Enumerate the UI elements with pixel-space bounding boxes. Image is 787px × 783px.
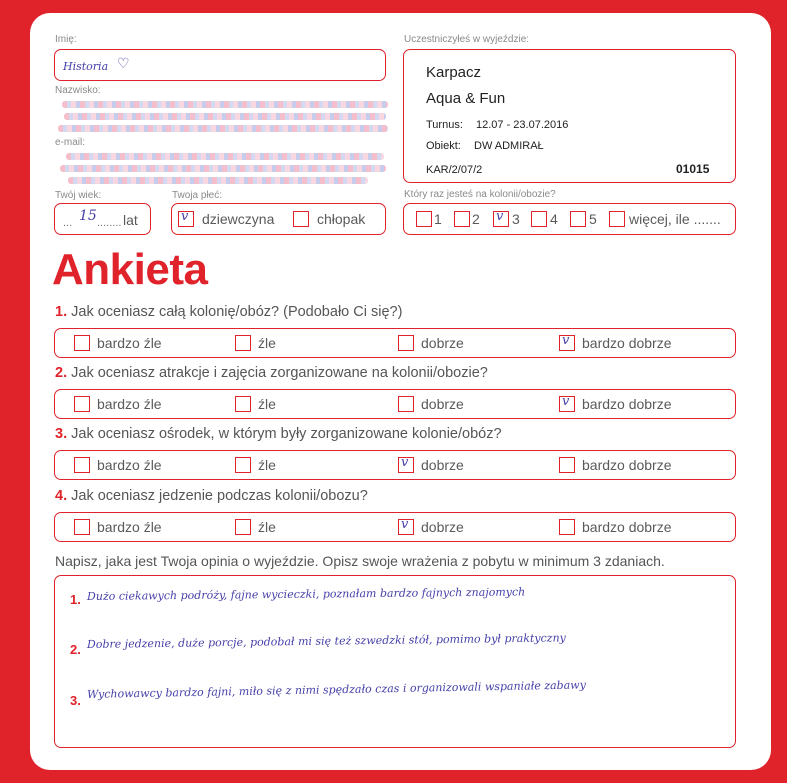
answer-tick: v: [401, 517, 409, 532]
gender-male-label: chłopak: [317, 211, 366, 227]
opinion-number-2: 2.: [70, 642, 81, 657]
question-4-option-1-checkbox[interactable]: [74, 519, 90, 535]
answer-tick: v: [562, 394, 570, 409]
opinion-text-1: Dużo ciekawych podróży, fajne wycieczki, poznałam bardzo fajnych znajomych: [86, 585, 526, 603]
times-5-label: 5: [589, 211, 597, 227]
redacted-email-line-1: [66, 153, 384, 160]
question-2-option-3-label: dobrze: [421, 396, 464, 412]
age-label: Twój wiek:: [55, 190, 102, 201]
question-number: 3.: [55, 426, 68, 442]
question-4-option-1-label: bardzo źle: [97, 519, 162, 535]
question-1: [55, 304, 402, 320]
trip-object-value: DW ADMIRAŁ: [474, 140, 544, 152]
question-1-option-1-label: bardzo źle: [97, 335, 162, 351]
question-number: 4.: [55, 488, 68, 504]
question-2: [55, 365, 488, 381]
times-2-checkbox[interactable]: [454, 211, 470, 227]
question-text: Jak oceniasz całą kolonię/obóz? (Podobało Ci się?): [71, 304, 403, 320]
age-unit: lat: [123, 212, 138, 228]
question-2-option-1-label: bardzo źle: [97, 396, 162, 412]
question-1-option-2-checkbox[interactable]: [235, 335, 251, 351]
question-text: Jak oceniasz atrakcje i zajęcia zorganizowane na kolonii/obozie?: [71, 365, 488, 381]
name-value: Historia: [63, 60, 109, 73]
question-2-option-4-label: bardzo dobrze: [582, 396, 672, 412]
opinion-box[interactable]: [54, 575, 736, 748]
redacted-surname-line-1: [62, 101, 388, 108]
times-2-label: 2: [472, 211, 480, 227]
question-1-option-3-label: dobrze: [421, 335, 464, 351]
surname-label: Nazwisko:: [55, 85, 101, 96]
trip-number: 01015: [676, 162, 710, 176]
question-2-option-1-checkbox[interactable]: [74, 396, 90, 412]
opinion-prompt: Napisz, jaka jest Twoja opinia o wyjeździe. Opisz swoje wrażenia z pobytu w minimum 3 zdaniach.: [55, 553, 665, 569]
survey-title: Ankieta: [52, 245, 208, 294]
trip-term-value: 12.07 - 23.07.2016: [476, 119, 569, 131]
question-3-option-3-label: dobrze: [421, 457, 464, 473]
gender-label: Twoja płeć:: [172, 190, 223, 201]
trip-program: Aqua & Fun: [426, 90, 506, 107]
question-text: Jak oceniasz jedzenie podczas kolonii/obozu?: [71, 488, 368, 504]
question-3-option-4-label: bardzo dobrze: [582, 457, 672, 473]
gender-female-label: dziewczyna: [202, 211, 275, 227]
question-number: 1.: [55, 304, 68, 320]
question-1-option-1-checkbox[interactable]: [74, 335, 90, 351]
question-1-option-3-checkbox[interactable]: [398, 335, 414, 351]
times-3-tick: v: [496, 209, 504, 224]
question-2-options: [54, 389, 736, 419]
times-1-label: 1: [434, 211, 442, 227]
question-4-options: [54, 512, 736, 542]
times-5-checkbox[interactable]: [570, 211, 586, 227]
question-1-option-4-checkbox[interactable]: [559, 335, 575, 351]
question-4-option-2-label: źle: [258, 519, 276, 535]
age-field[interactable]: [54, 203, 151, 235]
times-3-checkbox[interactable]: [493, 211, 509, 227]
question-4: [55, 488, 368, 504]
opinion-text-3: Wychowawcy bardzo fajni, miło się z nimi spędzało czas i organizowali wspaniałe zabawy: [86, 678, 586, 701]
question-2-option-2-label: źle: [258, 396, 276, 412]
opinion-text-2: Dobre jedzenie, duże porcje, podobał mi się też szwedzki stół, pomimo był praktyczny: [86, 631, 566, 651]
name-field[interactable]: [54, 49, 386, 81]
opinion-number-1: 1.: [70, 592, 81, 607]
question-4-option-2-checkbox[interactable]: [235, 519, 251, 535]
name-label: Imię:: [55, 34, 77, 45]
opinion-number-3: 3.: [70, 693, 81, 708]
trip-object-label: Obiekt:: [426, 140, 461, 152]
question-3-option-2-checkbox[interactable]: [235, 457, 251, 473]
redacted-email-line-2: [60, 165, 386, 172]
times-1-checkbox[interactable]: [416, 211, 432, 227]
answer-tick: v: [562, 333, 570, 348]
question-3-option-3-checkbox[interactable]: [398, 457, 414, 473]
survey-sheet: [30, 13, 771, 770]
question-3-option-1-checkbox[interactable]: [74, 457, 90, 473]
question-3-option-1-label: bardzo źle: [97, 457, 162, 473]
redacted-surname-line-3: [58, 125, 388, 132]
trip-term-label: Turnus:: [426, 119, 463, 131]
question-3-options: [54, 450, 736, 480]
question-3-option-2-label: źle: [258, 457, 276, 473]
question-1-options: [54, 328, 736, 358]
times-label: Który raz jesteś na kolonii/obozie?: [404, 189, 556, 200]
times-4-label: 4: [550, 211, 558, 227]
question-2-option-2-checkbox[interactable]: [235, 396, 251, 412]
question-text: Jak oceniasz ośrodek, w którym były zorganizowane kolonie/obóz?: [71, 426, 502, 442]
trip-card: [403, 49, 736, 183]
question-4-option-4-label: bardzo dobrze: [582, 519, 672, 535]
gender-male-checkbox[interactable]: [293, 211, 309, 227]
question-number: 2.: [55, 365, 68, 381]
times-field: [403, 203, 736, 235]
question-1-option-2-label: źle: [258, 335, 276, 351]
question-3: [55, 426, 502, 442]
times-more-label: więcej, ile .......: [629, 211, 721, 227]
redacted-email-line-3: [68, 177, 368, 184]
times-more-checkbox[interactable]: [609, 211, 625, 227]
question-2-option-4-checkbox[interactable]: [559, 396, 575, 412]
heart-doodle-icon: ♡: [117, 56, 130, 72]
question-4-option-3-checkbox[interactable]: [398, 519, 414, 535]
trip-label: Uczestniczyłeś w wyjeździe:: [404, 34, 530, 45]
redacted-surname-line-2: [64, 113, 386, 120]
age-value: 15: [79, 208, 97, 224]
question-4-option-4-checkbox[interactable]: [559, 519, 575, 535]
age-dots-before: ...: [63, 217, 73, 229]
age-dots-after: ........: [97, 217, 122, 229]
answer-tick: v: [401, 455, 409, 470]
gender-field: [171, 203, 386, 235]
times-3-label: 3: [512, 211, 520, 227]
gender-female-tick: v: [181, 209, 189, 224]
gender-female-checkbox[interactable]: [178, 211, 194, 227]
question-3-option-4-checkbox[interactable]: [559, 457, 575, 473]
question-2-option-3-checkbox[interactable]: [398, 396, 414, 412]
question-1-option-4-label: bardzo dobrze: [582, 335, 672, 351]
question-4-option-3-label: dobrze: [421, 519, 464, 535]
trip-city: Karpacz: [426, 64, 482, 81]
trip-code: KAR/2/07/2: [426, 164, 483, 176]
email-label: e-mail:: [55, 137, 86, 148]
times-4-checkbox[interactable]: [531, 211, 547, 227]
